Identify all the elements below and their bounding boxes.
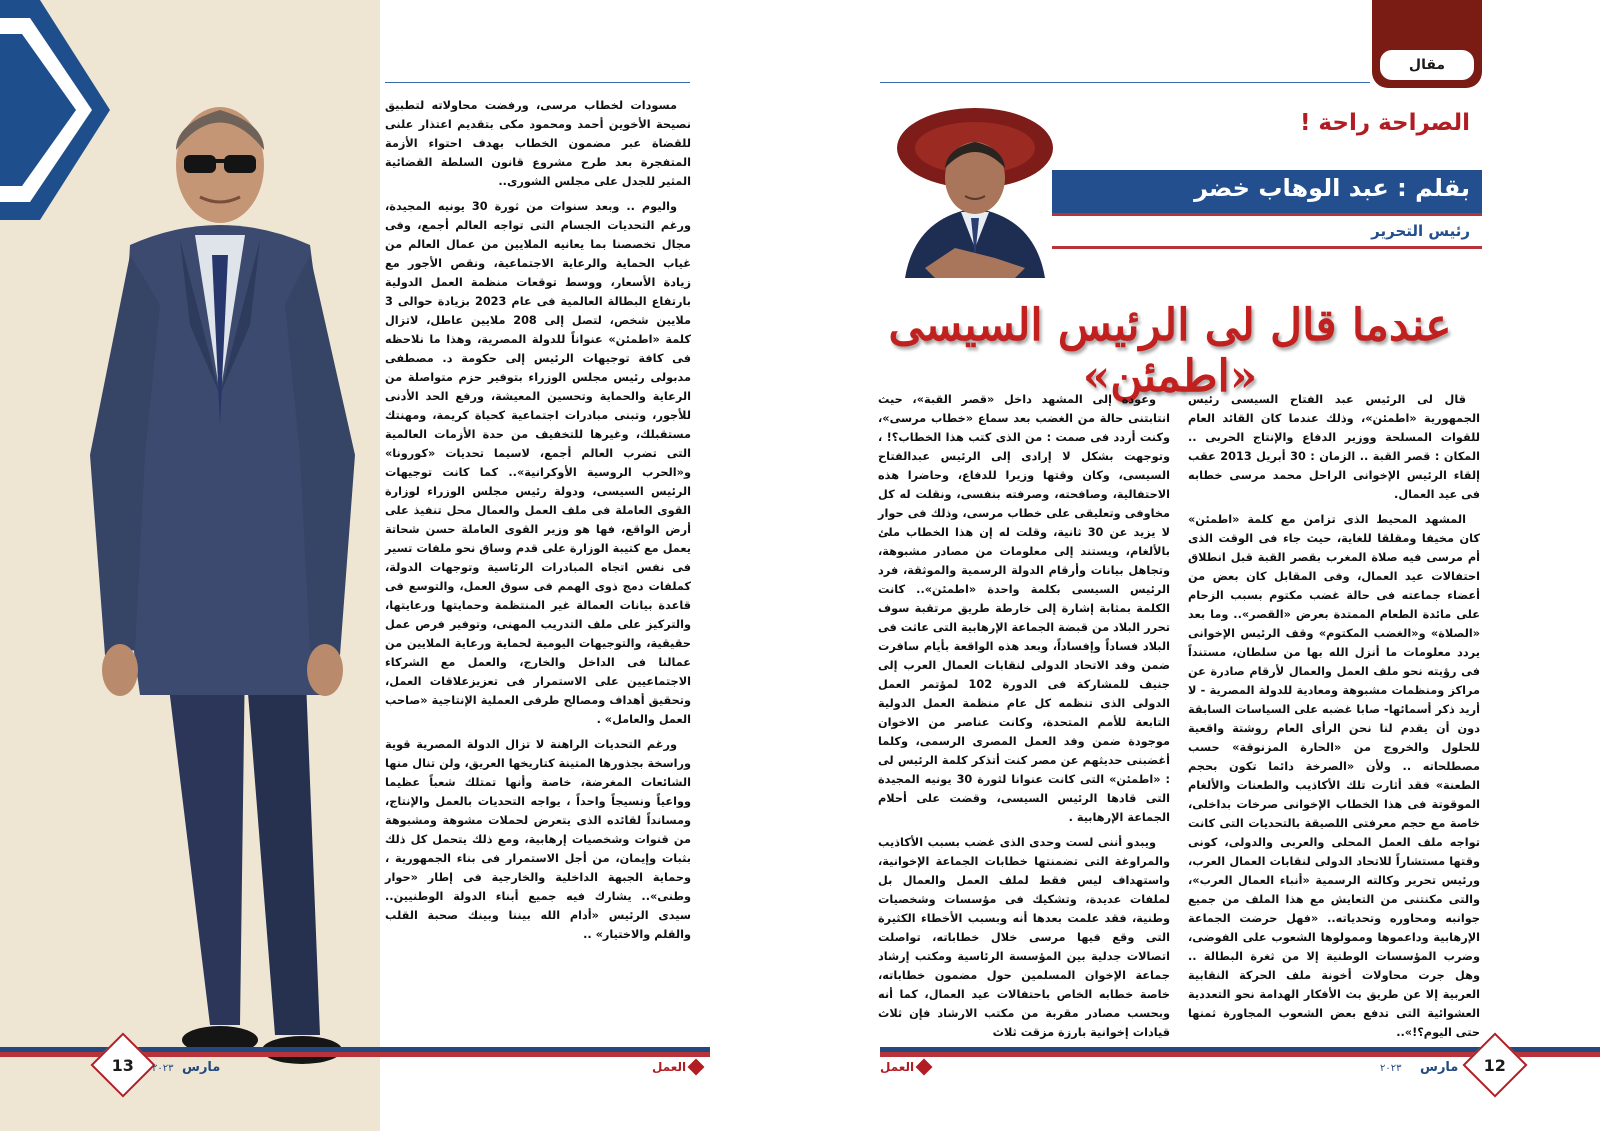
top-rule — [385, 82, 690, 83]
section-tab — [1372, 0, 1482, 88]
article-headline: عندما قال لى الرئيس السيسى «اطمئن» — [888, 300, 1452, 402]
paragraph: ورغم التحديات الراهنة لا تزال الدولة المصرية قوية وراسخة بجذورها المتينة كتاريخها العريق، ولن تنال منها الشائعات المغرضة، خاصة وأنها تمتلك شعباً عظيما وواعياً ونسيجاً واحداً ، يواجه التحديات بالعمل والإنتاج، ومسانداً لقائده الذى يتعرض لحملات مشوهة ومشبوهة من قنوات وشخصيات إرهابية، ومع ذلك يتحمل كل ذلك بثبات وإيمان، من أجل الاستمرار فى بناء الجمهورية ، وحماية الجبهة الداخلية والخارجية فى إطار «حوار وطنى».. يشارك فيه جميع أبناء الدولة الوطنيين.. سيدى الرئيس «أدام الله بيننا وبينك صحبة القلب والقلم والاختيار» .. — [385, 738, 691, 941]
footer-month: مارس — [182, 1060, 221, 1075]
left-article-column — [385, 96, 691, 1026]
author-name: بقلم : عبد الوهاب خضر — [1194, 174, 1470, 202]
paragraph: قال لى الرئيس عبد الفتاح السيسى رئيس الجمهورية «اطمئن»، وذلك عندما كان القائد العام للقوات المسلحة ووزير الدفاع والإنتاج الحربى .. المكان : قصر القبة .. الزمان : 30 أبريل 2013 عقب إلقاء الرئيس الإخوانى الراحل محمد مرسى خطابه فى عيد العمال. — [1188, 393, 1480, 501]
footer-logo: العمل — [652, 1060, 702, 1074]
top-rule — [880, 82, 1370, 83]
author-role: رئيس التحرير — [1371, 222, 1470, 240]
paragraph: واليوم .. وبعد سنوات من ثورة 30 يونيه المجيدة، ورغم التحديات الجسام التى تواجه العالم أجمع، وفى مجال تخصصنا بما يعانيه الملايين من عمال العالم من غياب الحماية والرعاية الاجتماعية، ونقص الأجور مع زيادة الأسعار، ووسط توقعات منظمة العمل الدولية بارتفاع البطالة العالمية فى عام 2023 بزيادة حوالى 3 ملايين شخص، لتصل إلى 208 ملايين عاطل، لاتزال كلمة «اطمئن» عنواناً للدولة المصرية، وهذا ما نلاحظه فى كافة توجيهات الرئيس إلى حكومة د. مصطفى مدبولى رئيس مجلس الوزراء بتوفير حزم متواصلة من الرعاية والحماية وتحسين المعيشة، ورفع الحد الأدنى للأجور، وتبنى مبادرات اجتماعية كحياة كريمة، ومهنتك مستقبلك، وغيرها للتخفيف من حدة الأزمات العالمية التى تضرب العالم أجمع، لاسيما تحديات «كورونا» و«الحرب الروسية الأوكرانية».. كما كانت توجيهات الرئيس السيسى، ودولة رئيس مجلس الوزراء لوزارة القوى العاملة فى ملف العمل والعمال محل تنفيذ على أرض الواقع، فها هو وزير القوى العاملة حسن شحاتة يعمل مع كتيبة الوزارة على قدم وساق نحو ملفات تسير فى نفس اتجاه المبادرات الرئاسية وتوجهات الدولة، كملفات دمج ذوى الهمم فى سوق العمل، والتوسع فى قاعدة بيانات العمالة غير المنتظمة وحمايتها ورعايتها، والتركيز على ملف التدريب المهنى، وتوفير فرص عمل حقيقية، والتوجيهات اليومية لحماية ورعاية الملايين من عمالنا فى الداخل والخارج، والعمل مع الشركاء الاجتماعيين على الاستمرار فى تعزيزعلاقات العمل، وتحقيق أهداف ومصالح طرفى العملية الإنتاجية «صاحب العمل والعامل» . — [385, 200, 691, 726]
page-number: 12 — [1483, 1055, 1507, 1075]
page-number: 13 — [111, 1055, 135, 1075]
footer-month: مارس — [1420, 1060, 1459, 1075]
footer-year: ٢٠٢٣ — [152, 1063, 174, 1074]
logo-mark-icon — [916, 1059, 933, 1076]
right-page — [800, 0, 1600, 1131]
author-band — [1052, 170, 1482, 216]
footer-year: ٢٠٢٣ — [1380, 1063, 1402, 1074]
footer-logo: العمل — [880, 1060, 930, 1074]
article-kicker: الصراحة راحة ! — [1299, 110, 1470, 136]
page-number-badge — [1462, 1032, 1527, 1097]
author-underline — [1052, 246, 1482, 249]
left-article-column — [878, 390, 1170, 1039]
section-label: مقال — [1380, 50, 1474, 80]
author-photo — [895, 108, 1055, 278]
right-article-column — [1188, 390, 1480, 1039]
paragraph: ويبدو أننى لست وحدى الذى غضب بسبب الأكاذيب والمراوغة التى تضمنتها خطابات الجماعة الإخوانية، واستهداف ليس فقط لملف العمل والعمال بل لملفات عديدة، وتشكيك فى مؤسسات وشخصيات وطنية، فقد علمت بعدها أنه وبسبب الأخطاء الكثيرة التى وقع فيها مرسى خلال خطاباته، تواصلت اتصالات جدلية بين المؤسسة الرئاسية ومكتب إرشاد جماعة الإخوان المسلمين حول مضمون خطاباته، خاصة خطابه الخاص باحتفالات عيد العمال، كما أنه وبحسب مصادر مقربة من مكتب الارشاد فإن ثلاث قيادات إخوانية بارزة مزقت ثلاث — [878, 836, 1170, 1039]
president-photo — [70, 95, 370, 1105]
logo-mark-icon — [688, 1059, 705, 1076]
paragraph: مسودات لخطاب مرسى، ورفضت محاولاته لتطبيق نصيحة الأخوين أحمد ومحمود مكى بتقديم اعتذار علنى للقضاة عبر مضمون الخطاب بهدف احتواء الأزمة المتفجرة بعد طرح مشروع قانون السلطة القضائية المثير للجدل على مجلس الشورى.. — [385, 99, 691, 188]
paragraph: وعودة إلى المشهد داخل «قصر القبة»، حيث انتابتنى حالة من الغضب بعد سماع «خطاب مرسى»، وكنت أردد فى صمت : من الذى كتب هذا الخطاب؟! ، وتوجهت بشكل لا إرادى إلى الرئيس عبدالفتاح السيسى، وكان وقتها وزيرا للدفاع، وحاضرا هذه الاحتفالية، وصافحته، وصرفته بنفسى، ونقلت له كل مخاوفى وتعليقى على خطاب مرسى، وذلك فى حوار لا يزيد عن 30 ثانية، وقلت له إن هذا الخطاب ملئ بالألغام، ويستند إلى معلومات من مصادر مشبوهة، وتجاهل بيانات وأرقام الدولة الرسمية والموثقة، فرد الرئيس السيسى بكلمة واحدة «اطمئن».. كانت الكلمة بمثابة إشارة إلى خارطة طريق مرتقبة سوف تحرر البلاد من قبضة الجماعة الإرهابية التى عاثت فى البلاد فساداً وإفساداً، وبعد هذه الواقعة بأيام سافرت ضمن وفد الاتحاد الدولى لنقابات العمال العرب إلى جنيف للمشاركة فى الدورة 102 لمؤتمر العمل الدولى الذى تنظمه كل عام منظمة العمل الدولية التابعة للأمم المتحدة، وكانت عناصر من الاخوان موجودة ضمن وفد العمل المصرى الرسمى، وكلما أغضبنى حديثهم عن مصر كنت أتذكر كلمة الرئيس لى : «اطمئن» التى كانت عنوانا لثورة 30 يونيه المجيدة التى قادها الرئيس السيسى، وقضت على أحلام الجماعة الإرهابية . — [878, 393, 1170, 824]
paragraph: المشهد المحيط الذى تزامن مع كلمة «اطمئن» كان مخيفا ومقلقا للغاية، حيث جاء فى الوقت الذى أم مرسى فيه صلاة المغرب بقصر القبة قبل انطلاق احتفالات عيد العمال، وفى المقابل كان بعض من أعضاء جماعته فى حالة غضب مكتوم بسبب الزحام على مائدة الطعام الممتدة بعرض «القصر».. وما بعد «الصلاة» و«الغضب المكتوم» وقف الرئيس الإخوانى يردد معلومات ما أنزل الله بها من سلطان، مستنداً فى رؤيته نحو ملف العمل والعمال لأرقام صادرة عن مراكز ومنظمات مشبوهة ومعادية للدولة المصرية - لا أريد ذكر أسمائها- صابا غضبه على السياسات السابقة دون أن يقدم لنا نحن الرأى العام روشتة واقعية للحلول والخروج من «الحارة المزنوقة» حسب مصطلحاته .. ولأن «الصرخة دائما تكون بحجم الطعنة» فقد أثارت تلك الأكاذيب والطعنات والألغام الموقوتة فى هذا الخطاب الإخوانى صرخات بداخلى، خاصة مع حجم معرفتى اللصيقة بالتحديات التى كانت تواجه ملف العمل المحلى والعربى والدولى، كونى وقتها مستشاراً للاتحاد الدولى لنقابات العمال العرب، ورئيس تحرير وكالته الرسمية «أنباء العمال العرب»، والتى مكنتنى من التعايش مع هذا الملف من جميع جوانبه ومحاوره وتحدياته.. «فهل حرضت الجماعة الإرهابية وداعموها وممولوها الشعوب على الفوضى، وضرب المؤسسات الوطنية إلا من ثغرة البطالة .. وهل جرت محاولات أخونة ملف الحركة النقابية العربية إلا عن طريق بث الأفكار الهدامة نحو التعددية العشوائية التى تدفع بعض الشعوب المجاورة ثمنها حتى اليوم؟!».. — [1188, 513, 1480, 1039]
